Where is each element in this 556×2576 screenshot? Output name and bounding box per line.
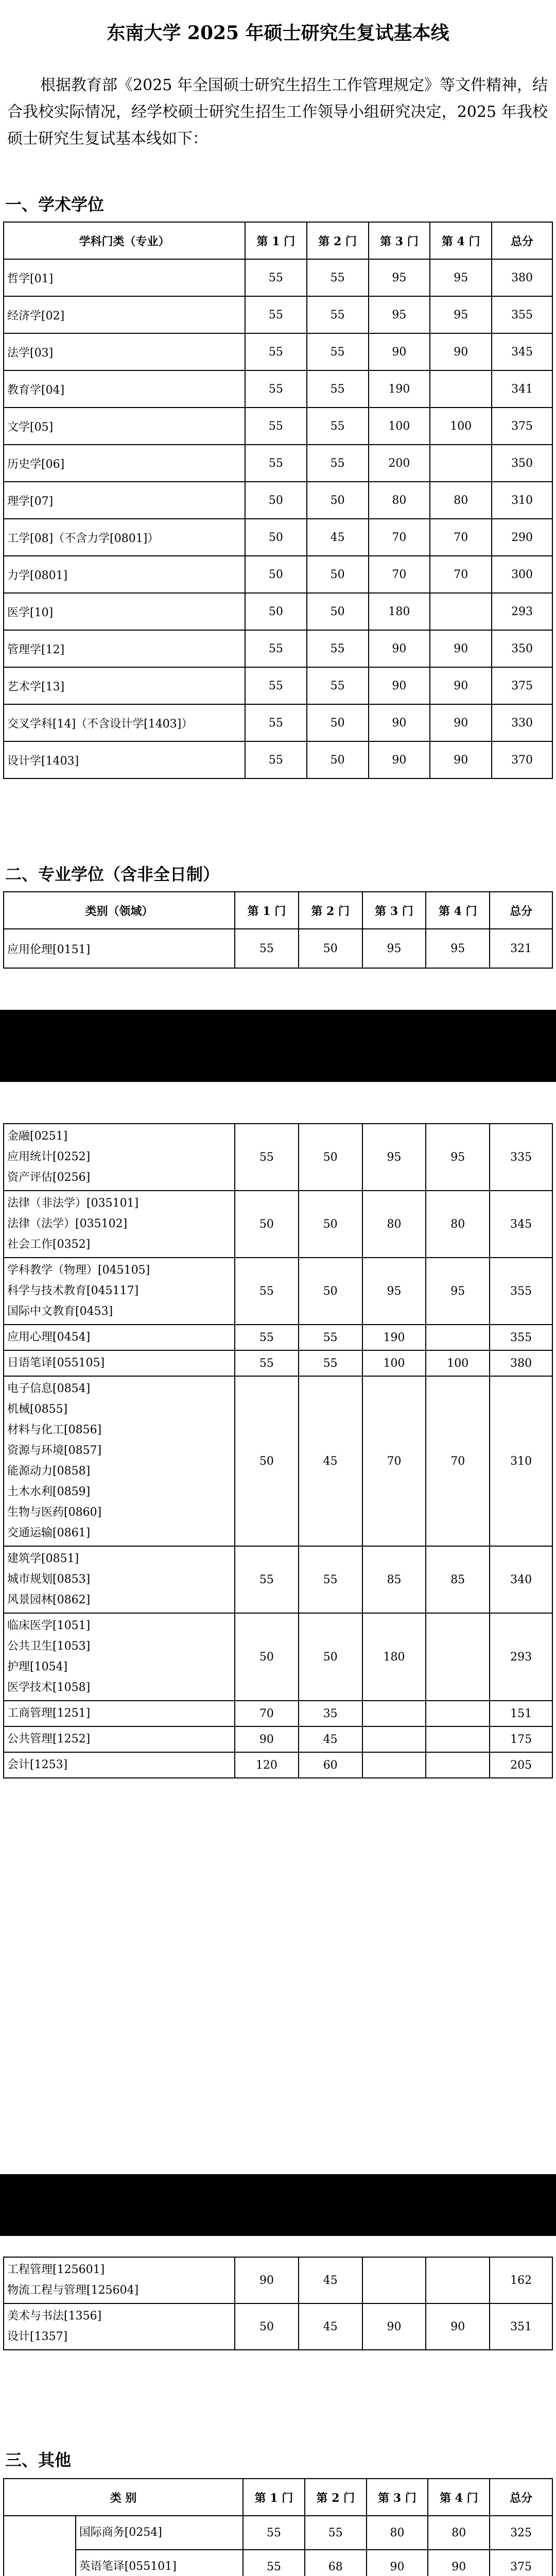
row-label (4, 1752, 235, 1778)
score-cell: 55 (307, 408, 369, 445)
score-cell: 50 (245, 482, 307, 519)
column-header: 类 别 (4, 2479, 243, 2516)
score-cell: 151 (490, 1701, 552, 1726)
program-name: 公共卫生[1053] (7, 1640, 91, 1653)
score-cell: 95 (362, 929, 426, 968)
program-name: 医学技术[1058] (7, 1681, 91, 1694)
score-cell: 45 (299, 2257, 362, 2303)
score-cell: 50 (307, 704, 369, 741)
score-cell: 90 (369, 630, 430, 667)
row-label (4, 1546, 235, 1613)
score-cell (362, 2257, 426, 2303)
program-name: 国际商务[0254] (79, 2526, 162, 2539)
score-cell: 90 (235, 1726, 299, 1752)
score-cell: 55 (235, 1124, 299, 1191)
column-header: 第 2 门 (299, 892, 362, 929)
score-cell: 55 (243, 2550, 305, 2576)
score-cell: 70 (430, 519, 492, 556)
score-cell: 55 (307, 370, 369, 408)
score-cell: 70 (369, 519, 430, 556)
score-cell: 300 (492, 556, 552, 593)
score-cell: 55 (235, 1258, 299, 1325)
row-label: 理学[07] (4, 482, 245, 519)
program-name: 金融[0251] (7, 1130, 68, 1143)
column-header: 第 2 门 (307, 222, 369, 259)
score-cell: 50 (235, 1191, 299, 1258)
table-row (4, 1325, 552, 1350)
row-label: 工学[08]（不含力学[0801]） (4, 519, 245, 556)
score-cell: 50 (307, 593, 369, 630)
score-cell: 50 (299, 1613, 362, 1701)
row-label (4, 1701, 235, 1726)
score-cell: 100 (369, 408, 430, 445)
score-cell: 205 (490, 1752, 552, 1778)
score-cell: 345 (492, 333, 552, 370)
table-row (4, 1376, 552, 1546)
score-cell: 350 (492, 445, 552, 482)
program-name: 材料与化工[0856] (7, 1423, 102, 1436)
score-cell: 55 (307, 296, 369, 333)
program-name: 物流工程与管理[125604] (7, 2284, 139, 2297)
table-row (4, 1258, 552, 1325)
row-label: 法学[03] (4, 333, 245, 370)
score-cell: 375 (492, 408, 552, 445)
score-cell (426, 1701, 490, 1726)
score-cell: 100 (426, 1350, 490, 1376)
score-cell: 95 (430, 259, 492, 296)
score-cell: 90 (369, 741, 430, 778)
score-cell: 55 (235, 1350, 299, 1376)
row-label: 医学[10] (4, 593, 245, 630)
column-header: 总分 (490, 892, 552, 929)
score-cell: 55 (245, 445, 307, 482)
score-cell: 55 (307, 333, 369, 370)
intro-paragraph: 根据教育部《2025 年全国硕士研究生招生工作管理规定》等文件精神，结合我校实际情况，经学校硕士研究生招生工作领导小组研究决定，2025 年我校硕士研究生复试基本线如下： (7, 76, 548, 148)
score-cell: 70 (362, 1376, 426, 1546)
score-cell: 190 (362, 1325, 426, 1350)
score-cell: 55 (245, 667, 307, 704)
score-cell: 55 (245, 408, 307, 445)
score-cell: 50 (245, 556, 307, 593)
row-label (76, 2516, 243, 2550)
score-cell (362, 1752, 426, 1778)
score-cell: 70 (235, 1701, 299, 1726)
score-cell: 80 (428, 2516, 490, 2550)
score-cell: 50 (299, 1258, 362, 1325)
table-row (4, 1350, 552, 1376)
row-label: 力学[0801] (4, 556, 245, 593)
table-row (4, 1726, 552, 1752)
score-cell: 95 (362, 1124, 426, 1191)
column-header: 第 4 门 (426, 892, 490, 929)
score-cell: 90 (430, 333, 492, 370)
score-cell: 90 (369, 704, 430, 741)
score-cell: 95 (426, 1124, 490, 1191)
score-cell: 90 (369, 667, 430, 704)
table-row (4, 2257, 552, 2303)
score-cell: 345 (490, 1191, 552, 1258)
program-name: 法律（法学）[035102] (7, 1217, 128, 1230)
table-row (4, 1124, 552, 1191)
table-row (4, 556, 552, 593)
score-cell: 90 (428, 2550, 490, 2576)
score-cell: 55 (245, 704, 307, 741)
professional-table-head (3, 891, 553, 969)
score-cell: 55 (243, 2516, 305, 2550)
score-cell: 50 (245, 593, 307, 630)
row-label: 设计学[1403] (4, 741, 245, 778)
column-header: 第 3 门 (369, 222, 430, 259)
score-cell: 90 (367, 2550, 428, 2576)
score-cell: 70 (426, 1376, 490, 1546)
score-cell: 50 (235, 1613, 299, 1701)
score-cell: 50 (235, 2303, 299, 2350)
row-label: 教育学[04] (4, 370, 245, 408)
row-label (4, 1376, 235, 1546)
score-cell (430, 445, 492, 482)
score-cell: 370 (492, 741, 552, 778)
score-cell: 50 (235, 1376, 299, 1546)
score-cell: 330 (492, 704, 552, 741)
score-cell: 50 (299, 1124, 362, 1191)
table-row (4, 667, 552, 704)
row-label: 历史学[06] (4, 445, 245, 482)
table-row (4, 1191, 552, 1258)
score-cell: 50 (299, 929, 362, 968)
score-cell: 375 (492, 667, 552, 704)
program-name: 资源与环境[0857] (7, 1444, 102, 1457)
score-cell: 80 (430, 482, 492, 519)
table-row (4, 408, 552, 445)
score-cell: 90 (430, 741, 492, 778)
table-row (4, 445, 552, 482)
score-cell (426, 1752, 490, 1778)
document-title: 东南大学 2025 年硕士研究生复试基本线 (107, 22, 449, 44)
table-row (4, 2516, 552, 2550)
table-header-row (4, 2479, 552, 2516)
table-row (4, 2303, 552, 2350)
program-name: 公共管理[1252] (7, 1733, 91, 1745)
score-cell: 80 (367, 2516, 428, 2550)
program-name: 工程管理[125601] (7, 2263, 105, 2276)
table-row (4, 1752, 552, 1778)
group-label (4, 2516, 76, 2576)
score-cell: 35 (299, 1701, 362, 1726)
table-row (4, 370, 552, 408)
score-cell: 55 (299, 1546, 362, 1613)
program-name: 电子信息[0854] (7, 1382, 91, 1395)
score-cell: 55 (299, 1325, 362, 1350)
row-label: 哲学[01] (4, 259, 245, 296)
score-cell: 380 (490, 1350, 552, 1376)
table-row (4, 1613, 552, 1701)
score-cell: 55 (245, 370, 307, 408)
section-heading-other: 三、其他 (5, 2450, 72, 2470)
score-cell: 80 (362, 1191, 426, 1258)
score-cell: 55 (245, 259, 307, 296)
program-name: 交通运输[0861] (7, 1527, 91, 1539)
program-name: 临床医学[1051] (7, 1619, 91, 1632)
score-cell: 95 (430, 296, 492, 333)
score-cell: 90 (235, 2257, 299, 2303)
score-cell: 355 (492, 296, 552, 333)
score-cell: 55 (245, 333, 307, 370)
column-header: 第 1 门 (245, 222, 307, 259)
score-cell: 55 (245, 741, 307, 778)
score-cell: 80 (426, 1191, 490, 1258)
page-1 (0, 0, 556, 1010)
score-cell: 293 (490, 1613, 552, 1701)
table-row (4, 1546, 552, 1613)
score-cell: 90 (430, 667, 492, 704)
program-name: 应用统计[0252] (7, 1150, 91, 1163)
score-cell: 290 (492, 519, 552, 556)
score-cell: 70 (430, 556, 492, 593)
column-header: 第 4 门 (430, 222, 492, 259)
score-cell: 380 (492, 259, 552, 296)
score-cell: 55 (305, 2516, 367, 2550)
score-cell: 350 (492, 630, 552, 667)
score-cell: 341 (492, 370, 552, 408)
score-cell: 50 (307, 482, 369, 519)
score-cell: 90 (426, 2303, 490, 2350)
score-cell: 200 (369, 445, 430, 482)
score-cell: 321 (490, 929, 552, 968)
score-cell: 100 (362, 1350, 426, 1376)
score-cell: 340 (490, 1546, 552, 1613)
program-name: 城市规划[0853] (7, 1573, 91, 1586)
score-cell: 50 (245, 519, 307, 556)
page-2 (0, 1082, 556, 2174)
row-label (4, 1191, 235, 1258)
program-name: 美术与书法[1356] (7, 2310, 102, 2323)
score-cell: 70 (369, 556, 430, 593)
score-cell: 45 (307, 519, 369, 556)
score-cell: 80 (369, 482, 430, 519)
program-name: 法律（非法学）[035101] (7, 1197, 139, 1210)
column-header: 第 2 门 (305, 2479, 367, 2516)
score-cell: 162 (490, 2257, 552, 2303)
row-label (76, 2550, 243, 2576)
program-name: 会计[1253] (7, 1758, 68, 1771)
score-cell: 100 (430, 408, 492, 445)
program-name: 能源动力[0858] (7, 1465, 91, 1478)
score-cell (426, 1726, 490, 1752)
row-label (4, 1258, 235, 1325)
section-heading-professional: 二、专业学位（含非全日制） (5, 865, 220, 884)
column-header: 第 3 门 (362, 892, 426, 929)
score-cell (426, 2257, 490, 2303)
score-cell: 85 (362, 1546, 426, 1613)
table-row (4, 259, 552, 296)
table-header-row (4, 222, 552, 259)
score-cell: 55 (307, 445, 369, 482)
program-name: 应用心理[0454] (7, 1331, 91, 1344)
row-label: 管理学[12] (4, 630, 245, 667)
score-cell: 180 (362, 1613, 426, 1701)
score-cell: 90 (430, 704, 492, 741)
score-cell: 95 (362, 1258, 426, 1325)
score-cell: 90 (362, 2303, 426, 2350)
score-cell (430, 370, 492, 408)
program-name: 英语笔译[055101] (79, 2560, 177, 2573)
program-name: 生物与医药[0860] (7, 1506, 102, 1519)
score-cell (426, 1325, 490, 1350)
table-row (4, 704, 552, 741)
program-name: 科学与技术教育[045117] (7, 1284, 139, 1297)
row-label (4, 2303, 235, 2350)
score-cell: 55 (245, 630, 307, 667)
score-cell: 325 (490, 2516, 552, 2550)
column-header: 第 3 门 (367, 2479, 428, 2516)
table-row (4, 1701, 552, 1726)
score-cell: 55 (235, 1325, 299, 1350)
other-table (3, 2478, 553, 2576)
score-cell: 50 (307, 556, 369, 593)
score-cell (362, 1726, 426, 1752)
column-header: 总分 (490, 2479, 552, 2516)
score-cell: 293 (492, 593, 552, 630)
table-row (4, 2550, 552, 2576)
program-name: 工商管理[1251] (7, 1707, 91, 1720)
score-cell: 310 (492, 482, 552, 519)
score-cell (426, 1613, 490, 1701)
score-cell: 60 (299, 1752, 362, 1778)
score-cell: 55 (235, 1546, 299, 1613)
score-cell: 45 (299, 1376, 362, 1546)
program-name: 风景园林[0862] (7, 1594, 91, 1606)
table-row (4, 593, 552, 630)
row-label (4, 1124, 235, 1191)
score-cell: 85 (426, 1546, 490, 1613)
row-label: 交叉学科[14]（不含设计学[1403]） (4, 704, 245, 741)
score-cell: 95 (369, 296, 430, 333)
score-cell: 95 (369, 259, 430, 296)
score-cell: 50 (307, 741, 369, 778)
score-cell: 351 (490, 2303, 552, 2350)
score-cell: 190 (369, 370, 430, 408)
score-cell: 95 (426, 929, 490, 968)
row-label: 艺术学[13] (4, 667, 245, 704)
table-row (4, 482, 552, 519)
program-name: 国际中文教育[0453] (7, 1305, 113, 1318)
professional-table-tail (3, 2257, 553, 2350)
program-name: 设计[1357] (7, 2330, 68, 2343)
column-header: 第 1 门 (243, 2479, 305, 2516)
column-header: 学科门类（专业） (4, 222, 245, 259)
score-cell: 175 (490, 1726, 552, 1752)
table-row (4, 929, 552, 968)
score-cell: 55 (307, 630, 369, 667)
row-label (4, 1350, 235, 1376)
score-cell: 55 (299, 1350, 362, 1376)
row-label (4, 1325, 235, 1350)
row-label (4, 2257, 235, 2303)
academic-table (3, 222, 553, 779)
program-name: 机械[0855] (7, 1403, 68, 1416)
score-cell: 375 (490, 2550, 552, 2576)
score-cell: 355 (490, 1325, 552, 1350)
program-name: 护理[1054] (7, 1660, 68, 1673)
score-cell: 45 (299, 2303, 362, 2350)
score-cell: 55 (245, 296, 307, 333)
column-header: 类别（领域） (4, 892, 235, 929)
professional-table (3, 1123, 553, 1778)
column-header: 第 1 门 (235, 892, 299, 929)
score-cell: 55 (235, 929, 299, 968)
table-row (4, 741, 552, 778)
program-name: 学科教学（物理）[045105] (7, 1264, 150, 1277)
score-cell: 55 (307, 259, 369, 296)
table-header-row (4, 892, 552, 929)
row-label (4, 1613, 235, 1701)
program-name: 日语笔译[055105] (7, 1357, 105, 1369)
row-label (4, 1726, 235, 1752)
score-cell: 45 (299, 1726, 362, 1752)
page-3 (0, 2236, 556, 2576)
score-cell: 120 (235, 1752, 299, 1778)
score-cell: 310 (490, 1376, 552, 1546)
program-name: 资产评估[0256] (7, 1171, 91, 1184)
score-cell: 355 (490, 1258, 552, 1325)
table-row (4, 333, 552, 370)
score-cell: 95 (426, 1258, 490, 1325)
score-cell: 68 (305, 2550, 367, 2576)
score-cell: 90 (369, 333, 430, 370)
row-label: 文学[05] (4, 408, 245, 445)
program-name: 建筑学[0851] (7, 1552, 79, 1565)
page-gap (0, 1010, 556, 1082)
program-name: 社会工作[0352] (7, 1238, 91, 1251)
score-cell: 50 (299, 1191, 362, 1258)
score-cell: 55 (307, 667, 369, 704)
program-name: 土木水利[0859] (7, 1485, 91, 1498)
column-header: 总分 (492, 222, 552, 259)
score-cell: 90 (430, 630, 492, 667)
page-gap (0, 2174, 556, 2236)
table-row (4, 630, 552, 667)
column-header: 第 4 门 (428, 2479, 490, 2516)
table-row (4, 519, 552, 556)
score-cell (362, 1701, 426, 1726)
score-cell (430, 593, 492, 630)
row-label: 经济学[02] (4, 296, 245, 333)
section-heading-academic: 一、学术学位 (5, 195, 105, 214)
score-cell: 180 (369, 593, 430, 630)
row-label: 应用伦理[0151] (4, 929, 235, 968)
score-cell: 335 (490, 1124, 552, 1191)
table-row (4, 296, 552, 333)
